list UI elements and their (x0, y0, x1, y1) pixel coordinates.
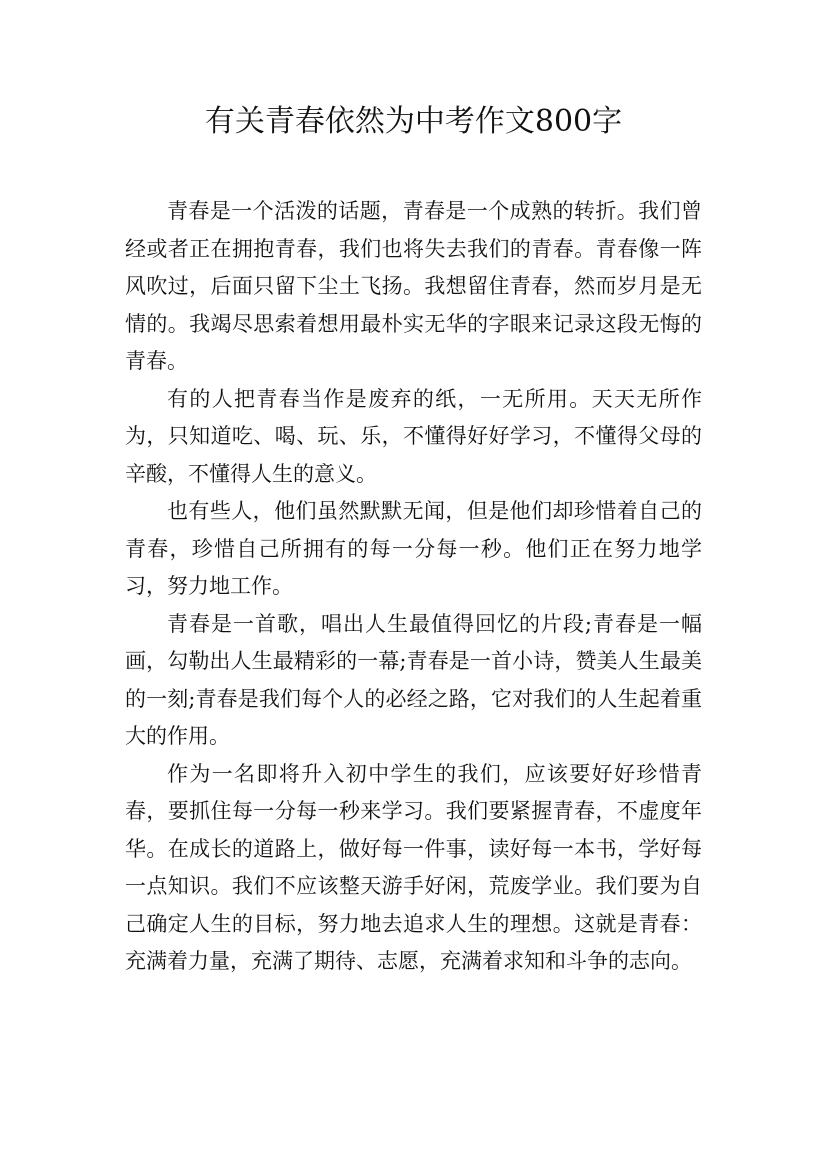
document-body (125, 193, 702, 981)
paragraph: 青春是一首歌，唱出人生最值得回忆的片段;青春是一幅画，勾勒出人生最精彩的一幕;青春是一首小诗，赞美人生最美的一刻;青春是我们每个人的必经之路，它对我们的人生起着重大的作用。 (125, 611, 702, 748)
paragraph: 有的人把青春当作是废弃的纸，一无所用。天天无所作为，只知道吃、喝、玩、乐，不懂得好好学习，不懂得父母的辛酸，不懂得人生的意义。 (125, 386, 702, 486)
paragraph: 也有些人，他们虽然默默无闻，但是他们却珍惜着自己的青春，珍惜自己所拥有的每一分每一秒。他们正在努力地学习，努力地工作。 (125, 499, 702, 598)
document-title: 有关青春依然为中考作文800字 (204, 104, 623, 139)
paragraph: 作为一名即将升入初中学生的我们，应该要好好珍惜青春，要抓住每一分每一秒来学习。我们要紧握青春，不虚度年华。在成长的道路上，做好每一件事，读好每一本书，学好每一点知识。我们不应该整天游手好闲，荒废学业。我们要为自己确定人生的目标，努力地去追求人生的理想。这就是青春：充满着力量，充满了期待、志愿，充满着求知和斗争的志向。 (125, 761, 702, 973)
paragraph: 青春是一个活泼的话题，青春是一个成熟的转折。我们曾经或者正在拥抱青春，我们也将失去我们的青春。青春像一阵风吹过，后面只留下尘土飞扬。我想留住青春，然而岁月是无情的。我竭尽思索着想用最朴实无华的字眼来记录这段无悔的青春。 (125, 199, 702, 373)
